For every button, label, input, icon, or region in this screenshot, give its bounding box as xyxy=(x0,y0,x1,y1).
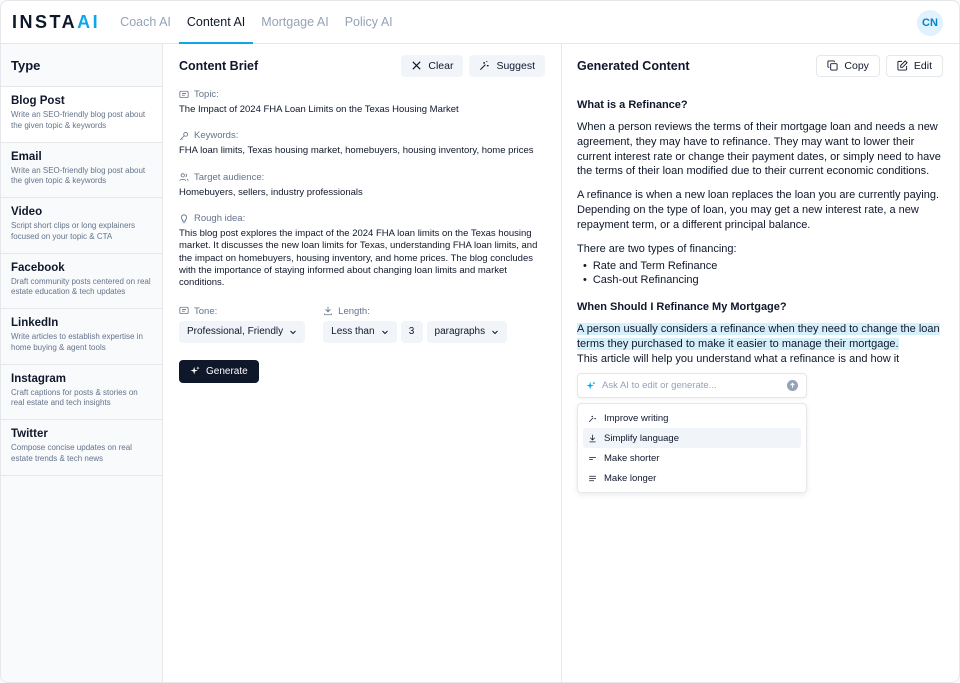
panel-title: Content Brief xyxy=(179,58,259,73)
edit-icon xyxy=(897,60,908,71)
sidebar-title: Type xyxy=(1,44,162,87)
tab-mortgage-ai[interactable]: Mortgage AI xyxy=(261,15,329,29)
type-item-blog-post[interactable] xyxy=(1,87,162,143)
short-text-icon xyxy=(588,454,597,463)
audience-value[interactable]: Homebuyers, sellers, industry professionals xyxy=(179,186,363,198)
type-item-video[interactable] xyxy=(1,198,162,254)
copy-button[interactable]: Copy xyxy=(816,55,880,77)
ask-ai-box xyxy=(577,373,807,398)
main-nav xyxy=(112,1,400,43)
menu-item-simplify-language[interactable]: Simplify language xyxy=(583,428,801,448)
financing-list xyxy=(583,259,943,289)
ask-ai-input[interactable] xyxy=(602,380,781,391)
tab-content-ai[interactable]: Content AI xyxy=(179,1,253,43)
type-desc: Script short clips or long explainers focused on your topic & CTA xyxy=(11,221,136,241)
type-name: LinkedIn xyxy=(11,317,59,329)
length-count-input[interactable]: 3 xyxy=(401,321,423,343)
ruler-icon xyxy=(323,306,333,316)
menu-item-make-longer[interactable]: Make longer xyxy=(583,468,801,488)
type-name: Instagram xyxy=(11,372,66,385)
type-item-instagram[interactable] xyxy=(1,365,162,421)
chevron-down-icon xyxy=(491,328,499,336)
type-desc: Write an SEO-friendly blog post about the given topic & keywords xyxy=(11,165,146,186)
type-desc: Write articles to establish expertise in home buying & agent tools xyxy=(11,332,143,352)
close-icon xyxy=(411,60,422,71)
clear-button[interactable]: Clear xyxy=(401,55,463,77)
top-header xyxy=(1,1,959,44)
menu-item-improve-writing[interactable]: Improve writing xyxy=(583,408,801,428)
tab-policy-ai[interactable]: Policy AI xyxy=(344,15,393,29)
tone-select[interactable]: Professional, Friendly xyxy=(179,321,305,343)
generated-document[interactable] xyxy=(577,98,943,366)
generate-button[interactable]: Generate xyxy=(179,360,259,383)
type-name: Email xyxy=(11,150,42,163)
sparkles-icon xyxy=(586,381,596,391)
length-unit-select[interactable]: paragraphs xyxy=(427,321,508,343)
idea-value[interactable]: This blog post explores the impact of the 2024 FHA loan limits on the Texas housing market. It discusses the new loan limits for Texas, understanding FHA loan limits, and the impact on homebuyers, housing inventory, and home prices. The blog concludes with the importance of staying informed about changing loan limits and market conditions. xyxy=(179,228,538,289)
keywords-value[interactable]: FHA loan limits, Texas housing market, homebuyers, housing inventory, home prices xyxy=(179,145,534,157)
simplify-icon xyxy=(588,434,597,443)
paragraph: When a person reviews the terms of their mortgage loan and needs a new agreement, they may have to refinance. They may want to lower their current interest rate or change their payment dates, or simply need to have the terms of their loan modified due to their current economic conditions. xyxy=(577,120,941,178)
key-icon xyxy=(179,131,189,141)
type-item-email[interactable] xyxy=(1,143,162,199)
selected-text[interactable]: A person usually considers a refinance when they need to change the loan terms they purchased to make it easier to manage their mortgage. xyxy=(577,323,940,350)
menu-item-make-shorter[interactable]: Make shorter xyxy=(583,448,801,468)
type-name: Video xyxy=(11,206,43,218)
ai-action-menu xyxy=(577,403,807,493)
tab-coach-ai[interactable]: Coach AI xyxy=(120,15,171,29)
paragraph: There are two types of financing: xyxy=(577,242,737,255)
paragraph: A refinance is when a new loan replaces the loan you are currently paying. Depending on the type of loan, you may get a new interest rate, a new repayment term, or a different principal balance. xyxy=(577,189,939,231)
type-item-facebook[interactable] xyxy=(1,254,162,310)
list-item: • Rate and Term Refinance xyxy=(583,259,943,274)
type-name: Facebook xyxy=(11,261,65,274)
lightbulb-icon xyxy=(179,214,189,224)
magic-wand-icon xyxy=(479,60,490,71)
type-desc: Write an SEO-friendly blog post about the given topic & keywords xyxy=(11,110,146,130)
chevron-down-icon xyxy=(381,328,389,336)
type-desc: Draft community posts centered on real estate education & tech updates xyxy=(11,276,151,297)
message-icon xyxy=(179,306,189,316)
keywords-label: Keywords: xyxy=(179,130,545,141)
arrow-up-icon xyxy=(789,382,796,389)
type-name: Twitter xyxy=(11,428,48,440)
type-item-linkedin[interactable] xyxy=(1,309,162,365)
chevron-down-icon xyxy=(289,328,297,336)
sparkles-icon xyxy=(190,366,200,376)
audience-label: Target audience: xyxy=(179,172,545,183)
magic-wand-icon xyxy=(588,414,597,423)
topic-label: Topic: xyxy=(179,89,545,100)
suggest-button[interactable]: Suggest xyxy=(469,55,545,77)
length-label: Length: xyxy=(323,306,507,317)
message-icon xyxy=(179,90,189,100)
content-brief-panel xyxy=(163,44,562,683)
list-item: • Cash-out Refinancing xyxy=(583,273,943,288)
panel-title: Generated Content xyxy=(577,58,690,73)
copy-icon xyxy=(827,60,838,71)
edit-button[interactable]: Edit xyxy=(886,55,943,77)
idea-label: Rough idea: xyxy=(179,213,545,224)
type-desc: Compose concise updates on real estate trends & tech news xyxy=(11,443,132,463)
generated-content-panel xyxy=(562,44,959,683)
paragraph-cutoff: This article will help you understand what a refinance is and how it xyxy=(577,352,900,365)
type-desc: Craft captions for posts & stories on real estate and tech insights xyxy=(11,387,138,408)
length-mode-select[interactable]: Less than xyxy=(323,321,396,343)
type-name: Blog Post xyxy=(11,95,65,107)
long-text-icon xyxy=(588,474,597,483)
type-item-twitter[interactable] xyxy=(1,420,162,476)
users-icon xyxy=(179,172,189,182)
type-sidebar xyxy=(1,44,163,683)
avatar[interactable]: CN xyxy=(917,10,943,36)
heading-what-is-refinance: What is a Refinance? xyxy=(577,99,688,111)
tone-label: Tone: xyxy=(179,306,305,317)
send-button[interactable] xyxy=(787,380,798,391)
topic-value[interactable]: The Impact of 2024 FHA Loan Limits on the Texas Housing Market xyxy=(179,104,459,115)
logo: INSTAAI xyxy=(12,11,101,32)
heading-when-refinance: When Should I Refinance My Mortgage? xyxy=(577,301,787,314)
